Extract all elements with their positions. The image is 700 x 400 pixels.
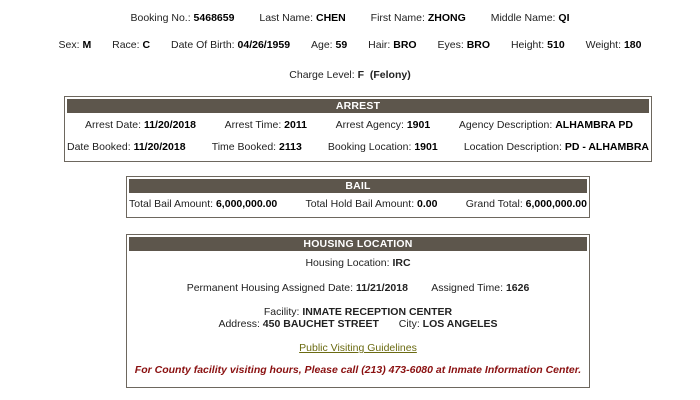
eyes: Eyes: BRO: [437, 39, 491, 51]
housing-header: HOUSING LOCATION: [129, 237, 587, 251]
charge-level-value: F: [357, 69, 365, 81]
booking-info-line: [0, 12, 700, 24]
charge-level-detail: (Felony): [369, 69, 411, 81]
agency-description: Agency Description: ALHAMBRA PD: [458, 119, 633, 131]
arrest-time: Arrest Time: 2011: [224, 119, 307, 131]
age: Age: 59: [311, 39, 348, 51]
arrest-panel: [64, 96, 652, 162]
charge-level-label: Charge Level:: [289, 69, 355, 81]
middle-name: Middle Name: QI: [490, 12, 570, 24]
booking-location: Booking Location: 1901: [327, 141, 438, 153]
public-visiting-guidelines-link[interactable]: Public Visiting Guidelines: [299, 342, 417, 354]
physical-info-line: [0, 39, 700, 51]
total-hold-bail-amount: Total Hold Bail Amount: 0.00: [305, 198, 438, 210]
hair: Hair: BRO: [368, 39, 417, 51]
time-booked: Time Booked: 2113: [211, 141, 302, 153]
arrest-date: Arrest Date: 11/20/2018: [85, 119, 196, 131]
total-bail-amount: Total Bail Amount: 6,000,000.00: [129, 198, 278, 210]
last-name: Last Name: CHEN: [259, 12, 346, 24]
date-of-birth: Date Of Birth: 04/26/1959: [170, 39, 291, 51]
city: City: LOS ANGELES: [398, 318, 498, 330]
bail-panel: [126, 176, 590, 218]
assigned-time: Assigned Time: 1626: [431, 282, 530, 294]
booking-number: Booking No.: 5468659: [130, 12, 235, 24]
weight: Weight: 180: [585, 39, 642, 51]
bail-header: BAIL: [129, 179, 587, 193]
visiting-hours-notice: For County facility visiting hours, Please call (213) 473-6080 at Inmate Information Center.: [134, 364, 582, 376]
address: Address: 450 BAUCHET STREET: [218, 318, 379, 330]
housing-panel: [126, 234, 590, 388]
date-booked: Date Booked: 11/20/2018: [67, 141, 186, 153]
housing-location: Housing Location: IRC: [305, 257, 411, 269]
arrest-header: ARREST: [67, 99, 649, 113]
arrest-agency: Arrest Agency: 1901: [335, 119, 431, 131]
charge-level-line: [0, 69, 700, 81]
grand-total: Grand Total: 6,000,000.00: [465, 198, 587, 210]
sex: Sex: M: [58, 39, 92, 51]
first-name: First Name: ZHONG: [370, 12, 466, 24]
facility-address: [127, 318, 589, 330]
housing-assignment: [127, 282, 589, 294]
facility: Facility: INMATE RECEPTION CENTER: [263, 306, 453, 318]
height: Height: 510: [510, 39, 565, 51]
assigned-date: Permanent Housing Assigned Date: 11/21/2018: [186, 282, 408, 294]
race: Race: C: [112, 39, 151, 51]
location-description: Location Description: PD - ALHAMBRA: [463, 141, 649, 153]
